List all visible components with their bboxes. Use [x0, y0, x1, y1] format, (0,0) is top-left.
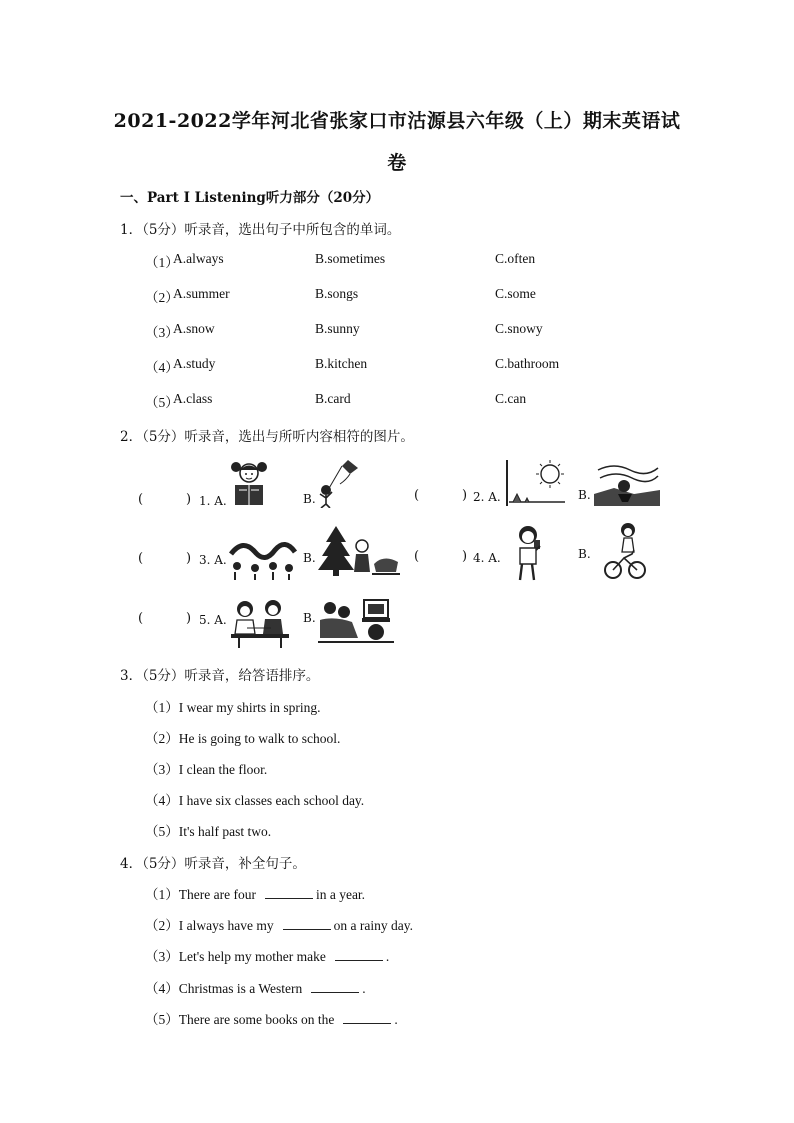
answer-paren-open: (: [414, 549, 420, 564]
q3-answer-line: [145, 696, 320, 716]
q1-row-number: （3）: [145, 325, 179, 340]
q3-answer-line: [145, 758, 267, 778]
line-number: （4）: [145, 981, 179, 996]
line-number: （1）: [145, 700, 179, 715]
q3-answer-line: [145, 727, 340, 747]
sunny-day-picture: [505, 458, 569, 508]
q1-option-b: B.sometimes: [315, 251, 386, 266]
answer-paren-close: ): [462, 549, 468, 564]
q1-option-a: A.study: [173, 356, 216, 371]
q1-option-a: A.summer: [173, 286, 230, 301]
answer-paren-close: ): [186, 551, 192, 566]
q1-option-c: C.can: [495, 391, 527, 406]
text-after-blank: on a rainy day.: [333, 918, 413, 933]
q1-option-b: B.songs: [315, 286, 359, 301]
line-number: （4）: [145, 793, 179, 808]
q4-fill-line: [145, 945, 389, 965]
answer-paren-close: ): [186, 492, 192, 507]
boy-flying-kite-picture: [316, 456, 364, 508]
answer-text: I wear my shirts in spring.: [178, 700, 321, 715]
line-number: （1）: [145, 887, 179, 902]
item-b-label: B.: [303, 611, 316, 625]
q4-fill-line: [145, 977, 366, 997]
q1-option-a: A.always: [173, 251, 224, 266]
line-number: （5）: [145, 1012, 179, 1027]
q1-option-c: C.often: [495, 251, 536, 266]
question-4-heading: 4．（5分）听录音，补全句子。: [120, 856, 306, 872]
question-3-heading: 3．（5分）听录音，给答语排序。: [120, 668, 320, 684]
text-after-blank: .: [385, 949, 390, 964]
answer-text: I have six classes each school day.: [178, 793, 365, 808]
answer-text: He is going to walk to school.: [178, 731, 341, 746]
text-after-blank: .: [394, 1012, 398, 1027]
q1-option-c: C.some: [495, 286, 536, 301]
text-before-blank: I always have my: [178, 918, 274, 933]
answer-paren-close: ): [462, 488, 468, 503]
answer-paren-open: (: [138, 551, 144, 566]
item-b-label: B.: [578, 488, 591, 502]
item-number-label: 5. A.: [199, 613, 227, 627]
answer-blank[interactable]: [283, 917, 331, 930]
boy-drinking-picture: [512, 524, 548, 582]
line-number: （5）: [145, 824, 179, 839]
q1-row-number: （5）: [145, 395, 179, 410]
line-number: （3）: [145, 762, 179, 777]
q1-option-b: B.card: [315, 391, 351, 406]
text-before-blank: Christmas is a Western: [178, 981, 303, 996]
item-number-label: 4. A.: [473, 551, 501, 565]
answer-text: It's half past two.: [178, 824, 272, 839]
q1-option-c: C.snowy: [495, 321, 543, 336]
text-before-blank: There are some books on the: [178, 1012, 335, 1027]
answer-blank[interactable]: [311, 980, 359, 993]
q4-fill-line: [145, 883, 365, 903]
kids-studying-picture: [231, 598, 289, 648]
q1-row-number: （2）: [145, 290, 179, 305]
line-number: （2）: [145, 918, 179, 933]
q1-option-c: C.bathroom: [495, 356, 560, 371]
girl-riding-bike-picture: [604, 522, 646, 582]
answer-paren-open: (: [138, 492, 144, 507]
q1-option-b: B.kitchen: [315, 356, 368, 371]
exam-title-line2: 卷: [387, 152, 407, 174]
answer-blank[interactable]: [335, 948, 383, 961]
line-number: （3）: [145, 949, 179, 964]
q3-answer-line: [145, 789, 364, 809]
q3-answer-line: [145, 820, 271, 840]
q1-row-number: （4）: [145, 360, 179, 375]
dragon-dance-picture: [229, 530, 297, 580]
q4-fill-line: [145, 914, 413, 934]
q4-fill-line: [145, 1008, 398, 1028]
q1-row-number: （1）: [145, 255, 179, 270]
item-number-label: 2. A.: [473, 490, 501, 504]
christmas-picture: [318, 524, 400, 580]
text-after-blank: .: [362, 981, 366, 996]
family-watching-tv-picture: [318, 596, 394, 648]
answer-paren-close: ): [186, 611, 192, 626]
item-number-label: 3. A.: [199, 553, 227, 567]
answer-text: I clean the floor.: [178, 762, 268, 777]
q1-option-b: B.sunny: [315, 321, 360, 336]
answer-paren-open: (: [138, 611, 144, 626]
line-number: （2）: [145, 731, 179, 746]
question-1-heading: 1．（5分）听录音，选出句子中所包含的单词。: [120, 222, 401, 238]
item-b-label: B.: [578, 547, 591, 561]
question-2-heading: 2．（5分）听录音，选出与所听内容相符的图片。: [120, 429, 414, 445]
answer-blank[interactable]: [265, 886, 313, 899]
girl-reading-picture: [227, 458, 271, 510]
item-b-label: B.: [303, 551, 316, 565]
text-after-blank: in a year.: [315, 887, 366, 902]
answer-paren-open: (: [414, 488, 420, 503]
item-b-label: B.: [303, 492, 316, 506]
text-before-blank: Let's help my mother make: [178, 949, 326, 964]
answer-blank[interactable]: [343, 1011, 391, 1024]
text-before-blank: There are four: [178, 887, 256, 902]
exam-title-line1: 2021-2022学年河北省张家口市沽源县六年级（上）期末英语试: [113, 110, 681, 132]
item-number-label: 1. A.: [199, 494, 227, 508]
windy-day-picture: [594, 458, 660, 506]
section-heading: 一、Part I Listening听力部分（20分）: [120, 190, 380, 206]
q1-option-a: A.class: [173, 391, 213, 406]
q1-option-a: A.snow: [173, 321, 215, 336]
